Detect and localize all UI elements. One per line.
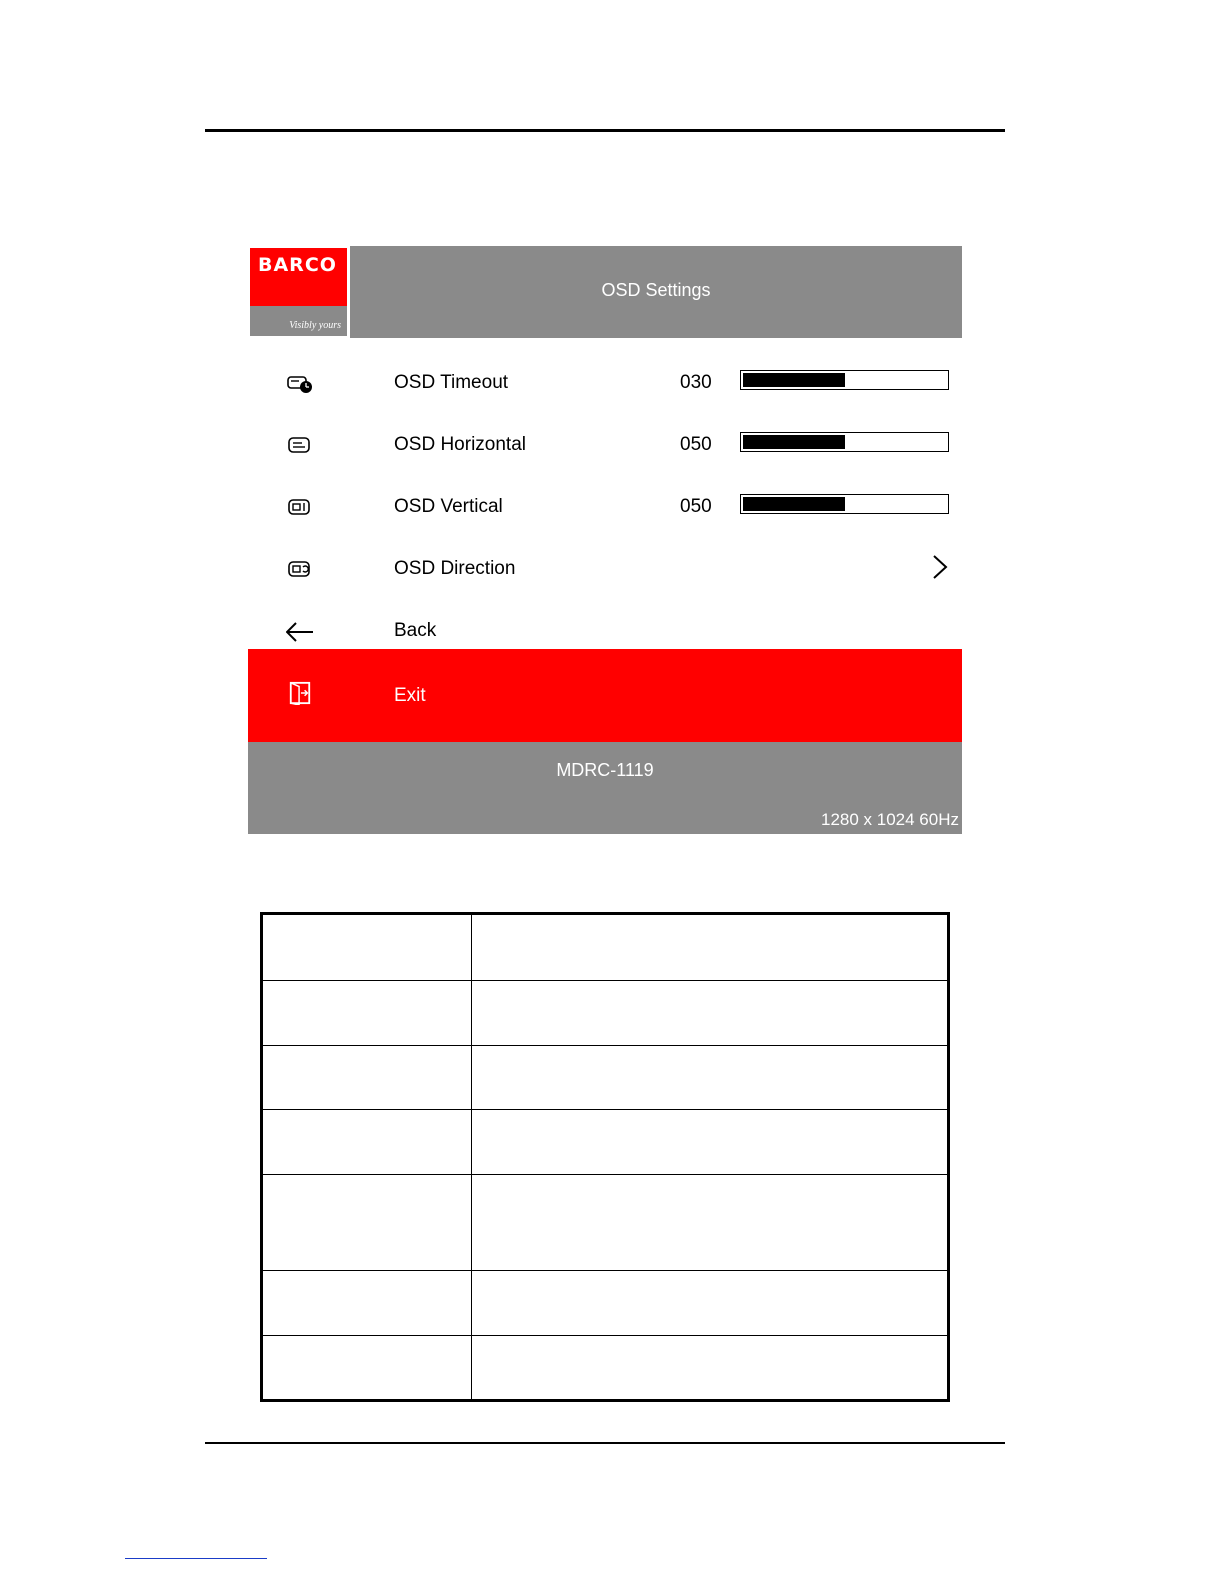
bottom-rule xyxy=(205,1442,1005,1444)
osd-timeout-icon xyxy=(286,372,314,396)
logo-tagline: Visibly yours xyxy=(289,320,341,331)
osd-vertical-slider[interactable] xyxy=(740,494,949,514)
menu-item-label: OSD Vertical xyxy=(394,496,503,517)
osd-horizontal-icon xyxy=(286,434,314,458)
empty-table xyxy=(260,912,950,1402)
osd-vertical-icon xyxy=(286,496,314,520)
table-row-divider xyxy=(263,1174,947,1175)
menu-item-label: Exit xyxy=(394,685,426,706)
title-bar xyxy=(350,246,962,338)
exit-door-icon xyxy=(286,681,314,705)
table-row-divider xyxy=(263,1270,947,1271)
menu-item-label: Back xyxy=(394,620,437,641)
barco-logo xyxy=(250,248,347,336)
table-row-divider xyxy=(263,980,947,981)
osd-menu-window xyxy=(248,246,962,834)
table-row-divider xyxy=(263,1045,947,1046)
slider-fill xyxy=(743,373,845,387)
logo-brand-text: BARCO xyxy=(258,254,337,276)
slider-fill xyxy=(743,435,845,449)
menu-title: OSD Settings xyxy=(601,280,711,300)
osd-horizontal-slider[interactable] xyxy=(740,432,949,452)
table-row-divider xyxy=(263,1109,947,1110)
menu-item-value: 030 xyxy=(680,372,712,393)
table-row-divider xyxy=(263,1335,947,1336)
osd-timeout-slider[interactable] xyxy=(740,370,949,390)
logo-red-area xyxy=(250,248,347,306)
menu-item-label: OSD Timeout xyxy=(394,372,509,393)
menu-item-value: 050 xyxy=(680,496,712,517)
top-rule xyxy=(205,129,1005,132)
menu-item-osd-timeout[interactable] xyxy=(248,354,962,416)
menu-item-label: OSD Horizontal xyxy=(394,434,526,455)
menu-item-value: 050 xyxy=(680,434,712,455)
back-arrow-icon xyxy=(286,620,314,644)
menu-item-osd-vertical[interactable] xyxy=(248,478,962,540)
footer-link-underline xyxy=(125,1558,267,1559)
model-name: MDRC-1119 xyxy=(556,760,654,780)
menu-item-label: OSD Direction xyxy=(394,558,516,579)
resolution-readout: 1280 x 1024 60Hz xyxy=(821,810,959,829)
slider-fill xyxy=(743,497,845,511)
table-column-divider xyxy=(471,915,472,1399)
osd-direction-icon xyxy=(286,558,314,582)
osd-header xyxy=(248,246,962,338)
menu-item-exit[interactable] xyxy=(248,649,962,742)
chevron-right-icon xyxy=(928,552,952,582)
osd-footer xyxy=(248,742,962,834)
menu-item-osd-direction[interactable] xyxy=(248,540,962,602)
menu-item-osd-horizontal[interactable] xyxy=(248,416,962,478)
